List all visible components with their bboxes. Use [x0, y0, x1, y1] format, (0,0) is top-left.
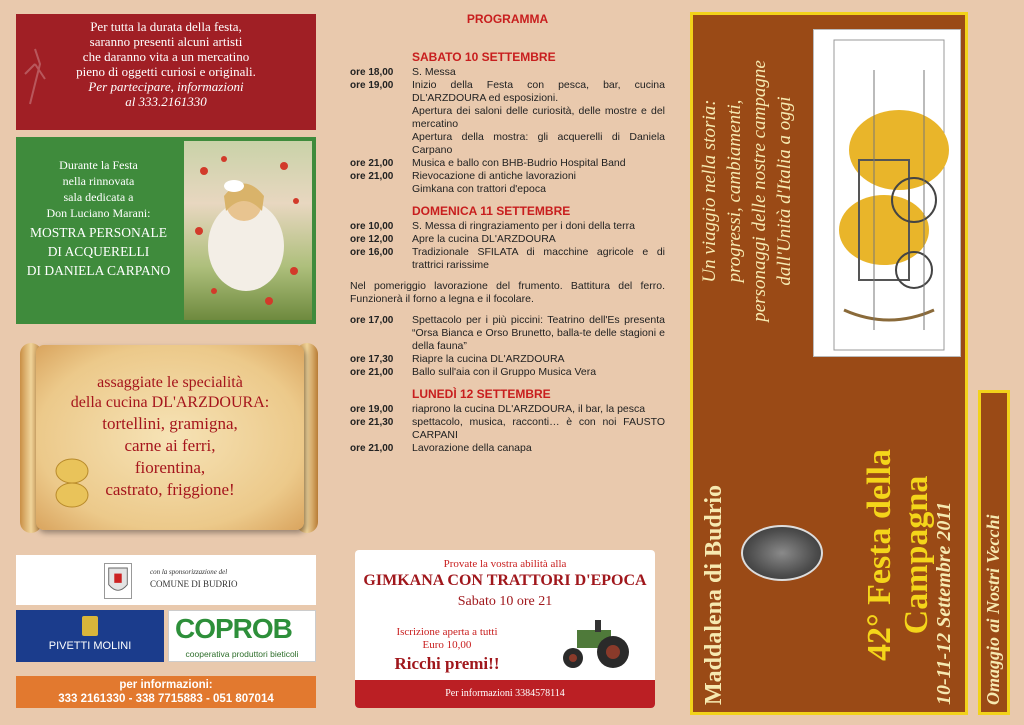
scroll-line: della cucina DL'ARZDOURA:	[70, 394, 270, 411]
slogan-line: Un viaggio nella storia:	[699, 99, 720, 283]
green-box-line: nella rinnovata	[62, 174, 135, 188]
cover-dates: 10-11-12 Settembre 2011	[933, 501, 955, 705]
event-time	[350, 183, 412, 196]
gimkana-intro: Provate la vostra abilità alla	[443, 558, 567, 570]
contact-bar	[16, 676, 316, 708]
event-time: ore 17,30	[350, 354, 394, 365]
contact-label: per informazioni:	[119, 679, 213, 691]
pivetti-name: PIVETTI MOLINI	[48, 640, 132, 652]
event-description: Apertura della mostra: gli acquerelli di Daniela Carpano	[412, 131, 665, 156]
schedule-event	[350, 183, 665, 196]
event-description: Lavorazione della canapa	[412, 442, 532, 454]
schedule-event	[350, 233, 665, 246]
red-box-info: al 333.2161330	[125, 94, 207, 109]
event-description: Apre la cucina DL'ARZDOURA	[412, 233, 556, 245]
event-time: ore 21,00	[350, 158, 394, 169]
event-time: ore 10,00	[350, 221, 394, 232]
event-time: ore 21,00	[350, 443, 394, 454]
event-description: Rievocazione di antiche lavorazioni	[412, 170, 577, 182]
schedule-event	[350, 131, 665, 157]
schedule-event	[350, 366, 665, 379]
red-box-info: Per partecipare, informazioni	[88, 79, 244, 94]
scroll-line: carne ai ferri,	[124, 436, 216, 455]
schedule-event	[350, 157, 665, 170]
schedule-event	[350, 105, 665, 131]
event-description: Inizio della Festa con pesca, bar, cucina DL'ARZDOURA ed esposizioni.	[412, 79, 665, 104]
schedule-event	[350, 353, 665, 366]
cover-location: Maddalena di Budrio	[701, 484, 727, 705]
omaggio-text: Omaggio ai Nostri Vecchi	[983, 514, 1003, 705]
red-box-line: pieno di oggetti curiosi e originali.	[76, 64, 256, 79]
event-time: ore 19,00	[350, 404, 394, 415]
day-heading-sunday: DOMENICA 11 SETTEMBRE	[412, 204, 571, 218]
cuisine-scroll	[14, 335, 324, 545]
event-description: S. Messa	[412, 66, 456, 78]
event-description: S. Messa di ringraziamento per i doni della terra	[412, 220, 635, 232]
exhibition-box	[16, 137, 316, 324]
event-time	[350, 131, 412, 157]
event-description: Tradizionale SFILATA di macchine agricole e di trattrici rarissime	[412, 246, 665, 271]
gimkana-title: GIMKANA CON TRATTORI D'EPOCA	[363, 572, 647, 589]
omaggio-band	[978, 390, 1010, 715]
festa-line: 42° Festa della	[861, 449, 898, 661]
event-time	[350, 105, 412, 131]
tortellini-icon	[52, 453, 92, 513]
slogan-line: progressi, cambiamenti,	[724, 99, 745, 283]
green-box-line: Don Luciano Marani:	[46, 206, 151, 220]
schedule-event	[350, 314, 665, 353]
schedule-event	[350, 403, 665, 416]
cover-slogan	[697, 31, 797, 351]
red-box-line: che daranno vita a un mercatino	[82, 49, 250, 64]
gimkana-price: Euro 10,00	[422, 639, 472, 651]
red-box-line: Per tutta la durata della festa,	[90, 19, 242, 34]
gimkana-iscrizione: Iscrizione aperta a tutti	[396, 626, 498, 638]
red-box-line: saranno presenti alcuni artisti	[89, 34, 243, 49]
contact-numbers: 333 2161330 - 338 7715883 - 051 807014	[58, 693, 274, 705]
exhibition-title: DI DANIELA CARPANO	[26, 263, 171, 278]
schedule-event	[350, 246, 665, 272]
event-time: ore 21,00	[350, 367, 394, 378]
sponsor-pivetti	[16, 610, 164, 662]
coprob-subtitle: cooperativa produttori bieticoli	[185, 649, 299, 659]
event-time: ore 16,00	[350, 247, 394, 258]
coprob-name: COPROB	[175, 613, 292, 644]
slogan-line: personaggi delle nostre campagne	[749, 60, 770, 322]
event-time: ore 17,00	[350, 315, 394, 326]
event-time: ore 19,00	[350, 80, 394, 91]
event-description: Gimkana con trattori d'epoca	[412, 183, 546, 195]
artists-market-box	[16, 14, 316, 130]
day-heading-monday: LUNEDÌ 12 SETTEMBRE	[412, 387, 551, 401]
event-time: ore 12,00	[350, 234, 394, 245]
event-description: riaprono la cucina DL'ARZDOURA, il bar, la pesca	[412, 403, 646, 415]
sponsor-comune-name: COMUNE DI BUDRIO	[150, 579, 238, 589]
sponsor-small-text: con la sponsorizzazione del	[150, 568, 228, 576]
green-box-line: sala dedicata a	[63, 190, 134, 204]
exhibition-title: DI ACQUERELLI	[47, 244, 150, 259]
event-description: Apertura dei saloni delle curiosità, delle mostre e del mercatino	[412, 105, 665, 130]
program-schedule	[350, 12, 665, 455]
watercolor-girl-image	[184, 141, 312, 320]
tractor-icon	[555, 612, 635, 672]
schedule-event	[350, 170, 665, 183]
threshing-machine-drawing	[813, 29, 961, 357]
exhibition-title: MOSTRA PERSONALE	[30, 225, 167, 240]
pivetti-logo-icon	[82, 616, 98, 636]
event-description: Riapre la cucina DL'ARZDOURA	[412, 353, 565, 365]
day-heading-saturday: SABATO 10 SETTEMBRE	[412, 50, 556, 64]
event-time: ore 21,00	[350, 171, 394, 182]
sponsor-comune	[16, 555, 316, 605]
scroll-line: tortellini, gramigna,	[102, 414, 238, 433]
seal-emblem-icon	[741, 525, 823, 581]
schedule-event	[350, 66, 665, 79]
event-description: Musica e ballo con BHB-Budrio Hospital Band	[412, 157, 626, 169]
scroll-line: castrato, friggione!	[105, 480, 235, 499]
schedule-event	[350, 442, 665, 455]
slogan-line: dall'Unità d'Italia a oggi	[774, 96, 795, 286]
green-box-line: Durante la Festa	[59, 158, 138, 172]
schedule-event	[350, 79, 665, 105]
gimkana-ad	[355, 550, 655, 708]
event-description: Ballo sull'aia con il Gruppo Musica Vera	[412, 366, 597, 378]
comune-crest-icon	[104, 563, 132, 599]
schedule-event	[350, 416, 665, 442]
event-time: ore 21,30	[350, 417, 394, 428]
festa-line: Campagna	[898, 475, 935, 635]
event-description: Spettacolo per i più piccini: Teatrino dell'Es presenta “Orsa Bianca e Orso Brunetto, balla-te delle stagioni e della fauna”	[412, 314, 665, 352]
scroll-line: fiorentina,	[134, 458, 206, 477]
gimkana-when: Sabato 10 ore 21	[457, 594, 553, 609]
sunday-note: Nel pomeriggio lavorazione del frumento. Battitura del ferro. Funzionerà il forno a legna e il focolare.	[350, 280, 665, 305]
cover-festa-title	[861, 405, 935, 705]
event-time: ore 18,00	[350, 67, 394, 78]
sponsor-coprob	[168, 610, 316, 662]
decorative-figure-icon	[20, 44, 50, 114]
program-title: PROGRAMMA	[466, 12, 549, 26]
event-description: spettacolo, musica, racconti… è con noi FAUSTO CARPANI	[412, 416, 665, 441]
schedule-event	[350, 220, 665, 233]
cover-panel	[690, 12, 968, 715]
gimkana-info: Per informazioni 3384578114	[355, 680, 655, 708]
gimkana-prizes: Ricchi premi!!	[394, 654, 500, 673]
scroll-line: assaggiate le specialità	[97, 374, 243, 391]
